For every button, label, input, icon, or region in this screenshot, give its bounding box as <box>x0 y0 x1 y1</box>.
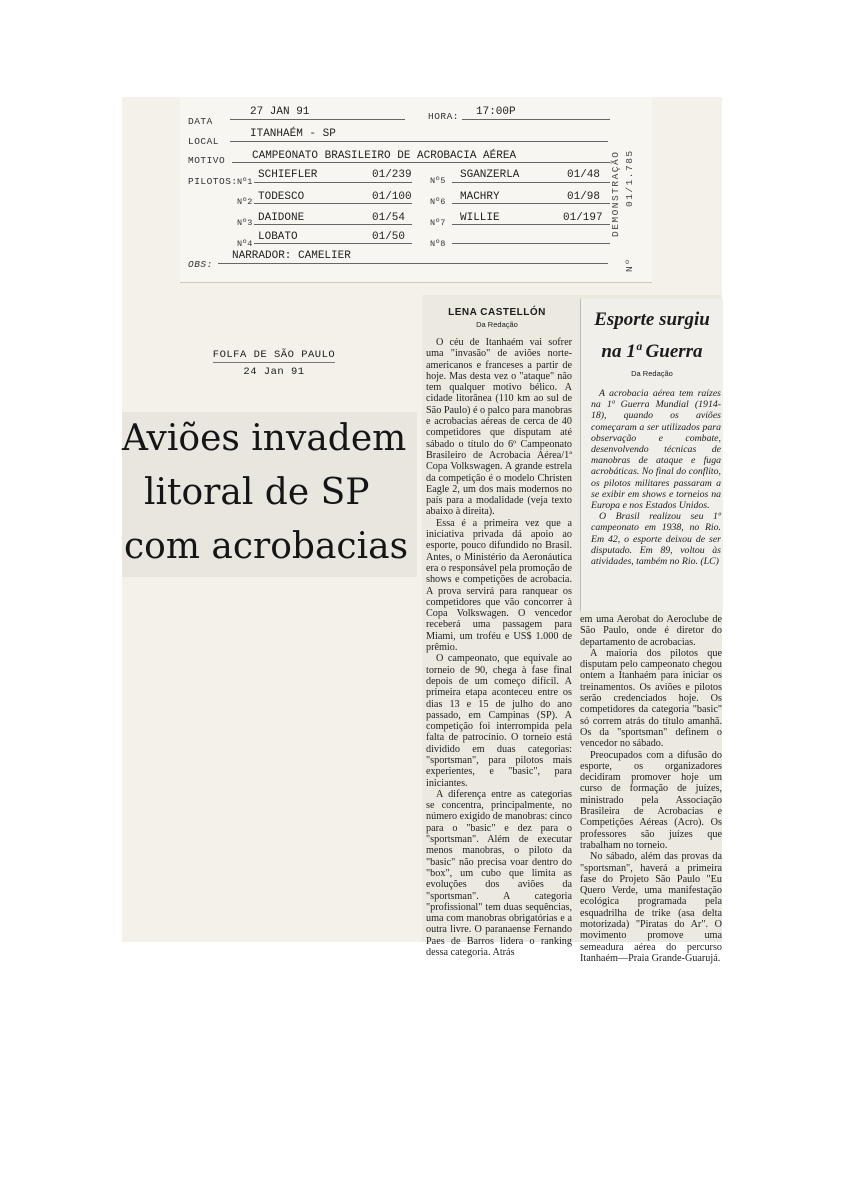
demonstracao-no: Nº <box>624 257 635 272</box>
paragraph: A maioria dos pilotos que disputam pelo campeonato chegou ontem a Itanhaém para iniciar os treinamentos. Os aviões e pilotos serão credenciados hoje. Os competidores da categoria "basic" só correm atrás do título amanhã. Os da "sportsman" definem o vencedor no sábado. <box>580 647 722 750</box>
pilot-4-number: Nº4 <box>237 239 253 249</box>
box-title-line-1: Esporte surgiu <box>594 309 710 330</box>
pilot-6-name: MACHRY <box>460 191 500 203</box>
box-title-line-2: na 1ª Guerra <box>601 341 703 362</box>
local-underline <box>230 141 608 142</box>
pilot-7-name: WILLIE <box>460 212 500 224</box>
headline <box>122 412 417 577</box>
pilot-4-underline <box>254 243 412 244</box>
local-label: LOCAL <box>188 136 220 147</box>
pilot-5-code: 01/48 <box>567 169 601 181</box>
pilot-2-number: Nº2 <box>237 197 253 207</box>
pilot-6-underline <box>452 203 610 204</box>
paragraph: Essa é a primeira vez que a iniciativa privada dá apoio ao esporte, pouco difundido no Brasil. Antes, o Ministério da Aeronáutica era o responsável pela promoção de shows e competições de acrobacia. A prova servirá para ranquear os competidores que vão concorrer à Copa Volkswagen. O vencedor receberá uma passagem para Miami, um troféu e US$ 1.000 de prêmio. <box>426 517 572 654</box>
paragraph: O campeonato, que equivale ao torneio de 90, chega à fase final depois de um começo difícil. A primeira etapa aconteceu entre os dias 13 e 15 de julho do ano passado, em Campinas (SP). A competição foi interrompida pela falta de patrocínio. O torneio está dividido em duas categorias: "sportsman", para pilotos mais experientes, e "basic", para iniciantes. <box>426 653 572 789</box>
paragraph: Preocupados com a difusão do esporte, os organizadores decidiram promover hoje um curso de formação de juízes, ministrado pela Associação Brasileira de Acrobacias e Competições Aéreas (Acro). Os professores são juízes que trabalham no torneio. <box>580 749 722 851</box>
paragraph: O céu de Itanhaém vai sofrer uma "invasão" de aviões norte-americanos e franceses a partir de hoje. Mas desta vez o "ataque" não tem qualquer motivo bélico. A cidade litorânea (110 km ao sul de São Paulo) é o palco para manobras e acrobacias aéreas de cerca de 40 competidores que disputam até sábado o título do 6º Campeonato Brasileiro de Acrobacia Aérea/1ª Copa Volkswagen. A grande estrela da competição é o modelo Christen Eagle 2, um dos mais modernos no país para a modalidade (veja texto abaixo à direita). <box>426 337 572 518</box>
data-value: 27 JAN 91 <box>250 106 310 118</box>
paragraph: em uma Aerobat do Aeroclube de São Paulo, onde é diretor do departamento de acrobacias. <box>580 614 722 648</box>
box-sub: Da Redação <box>631 369 673 378</box>
pilot-2-underline <box>254 203 412 204</box>
sidebar-box <box>580 299 723 611</box>
obs-underline <box>218 263 608 264</box>
hora-label: HORA: <box>428 111 460 122</box>
local-value: ITANHAÉM - SP <box>250 128 336 140</box>
source-note <box>204 349 344 378</box>
headline-line-3: com acrobacias <box>124 526 409 567</box>
headline-line-1: Aviões invadem <box>122 418 407 459</box>
pilot-1-number: Nº1 <box>237 177 253 187</box>
motivo-value: CAMPEONATO BRASILEIRO DE ACROBACIA AÉREA <box>252 150 517 162</box>
pilot-6-number: Nº6 <box>430 197 446 207</box>
pilot-3-name: DAIDONE <box>258 212 305 224</box>
pilot-4-name: LOBATO <box>258 231 298 243</box>
pilot-7-code: 01/197 <box>563 212 603 224</box>
pilot-1-underline <box>254 182 412 183</box>
byline: LENA CASTELLÓN <box>448 307 546 318</box>
byline-sub: Da Redação <box>476 320 518 329</box>
pilot-1-name: SCHIEFLER <box>258 169 318 181</box>
hora-underline <box>462 119 610 120</box>
article-column-1 <box>426 337 572 959</box>
motivo-label: MOTIVO <box>188 155 226 166</box>
source-paper: FOLFA DE SÃO PAULO <box>212 349 336 361</box>
obs-value: NARRADOR: CAMELIER <box>232 250 351 262</box>
headline-line-2: litoral de SP <box>144 472 370 513</box>
pilot-5-number: Nº5 <box>430 176 446 186</box>
motivo-underline <box>232 162 610 163</box>
paragraph: No sábado, além das provas da "sportsman", haverá a primeira fase do Projeto São Paulo "Eu Quero Verde, uma manifestação ecológica programada pela esquadrilha de trike (asa delta motorizada) "Piratas do Ar". O movimento promove uma semeadura aérea do percurso Itanhaém—Praia Grande-Guarujá. <box>580 851 722 964</box>
data-underline <box>230 119 405 120</box>
hora-value: 17:00P <box>476 106 516 118</box>
event-form-card <box>180 97 652 283</box>
article <box>422 295 722 964</box>
paragraph: A diferença entre as categorias se concentra, principalmente, no número exigido de manobras: cinco para o "basic" e dez para o "sportsman". Além de executar menos manobras, o piloto da "basic" não precisa voar dentro do "box", um cubo que limita as evoluções dos aviões da "sportsman". A categoria "profissional" tem duas sequências, uma com manobras obrigatórias e a outra livre. O paranaense Fernando Paes de Barros lidera o ranking dessa categoria. Atrás <box>426 788 572 959</box>
obs-label: OBS: <box>188 259 213 270</box>
article-column-2 <box>580 614 722 964</box>
scanned-clipping <box>122 97 722 964</box>
pilot-6-code: 01/98 <box>567 191 601 203</box>
pilot-3-underline <box>254 224 412 225</box>
pilot-3-number: Nº3 <box>237 218 253 228</box>
pilot-5-underline <box>452 182 610 183</box>
pilot-7-number: Nº7 <box>430 218 446 228</box>
pilot-7-underline <box>452 224 610 225</box>
pilot-8-number: Nº8 <box>430 239 446 249</box>
pilotos-label: PILOTOS: <box>188 176 238 187</box>
pilot-3-code: 01/54 <box>372 212 406 224</box>
pilot-5-name: SGANZERLA <box>460 169 520 181</box>
demonstracao-stamp <box>610 127 650 277</box>
pilot-2-name: TODESCO <box>258 191 305 203</box>
demonstracao-number: 01/1.785 <box>624 149 635 207</box>
paragraph: O Brasil realizou seu 1º campeonato em 1938, no Rio. Em 42, o esporte deixou de ser disputado. Em 89, voltou às atividades, também no Rio. (LC) <box>591 511 721 568</box>
demonstracao-label: DEMONSTRAÇÃO <box>610 150 621 237</box>
data-label: DATA <box>188 116 213 127</box>
source-date: 24 Jan 91 <box>243 366 305 378</box>
box-text <box>591 388 721 567</box>
paragraph: A acrobacia aérea tem raízes na 1ª Guerra Mundial (1914-18), quando os aviões começaram a ser utilizados para observação e combate, desenvolvendo técnicas de manobras de ataque e fuga acrobáticas. No final do conflito, os pilotos militares passaram a se exibir em shows e torneios na Europa e nos Estados Unidos. <box>591 388 721 512</box>
pilot-2-code: 01/100 <box>372 191 412 203</box>
pilot-8-underline <box>452 243 610 244</box>
pilot-4-code: 01/50 <box>372 231 406 243</box>
pilot-1-code: 01/239 <box>372 169 412 181</box>
